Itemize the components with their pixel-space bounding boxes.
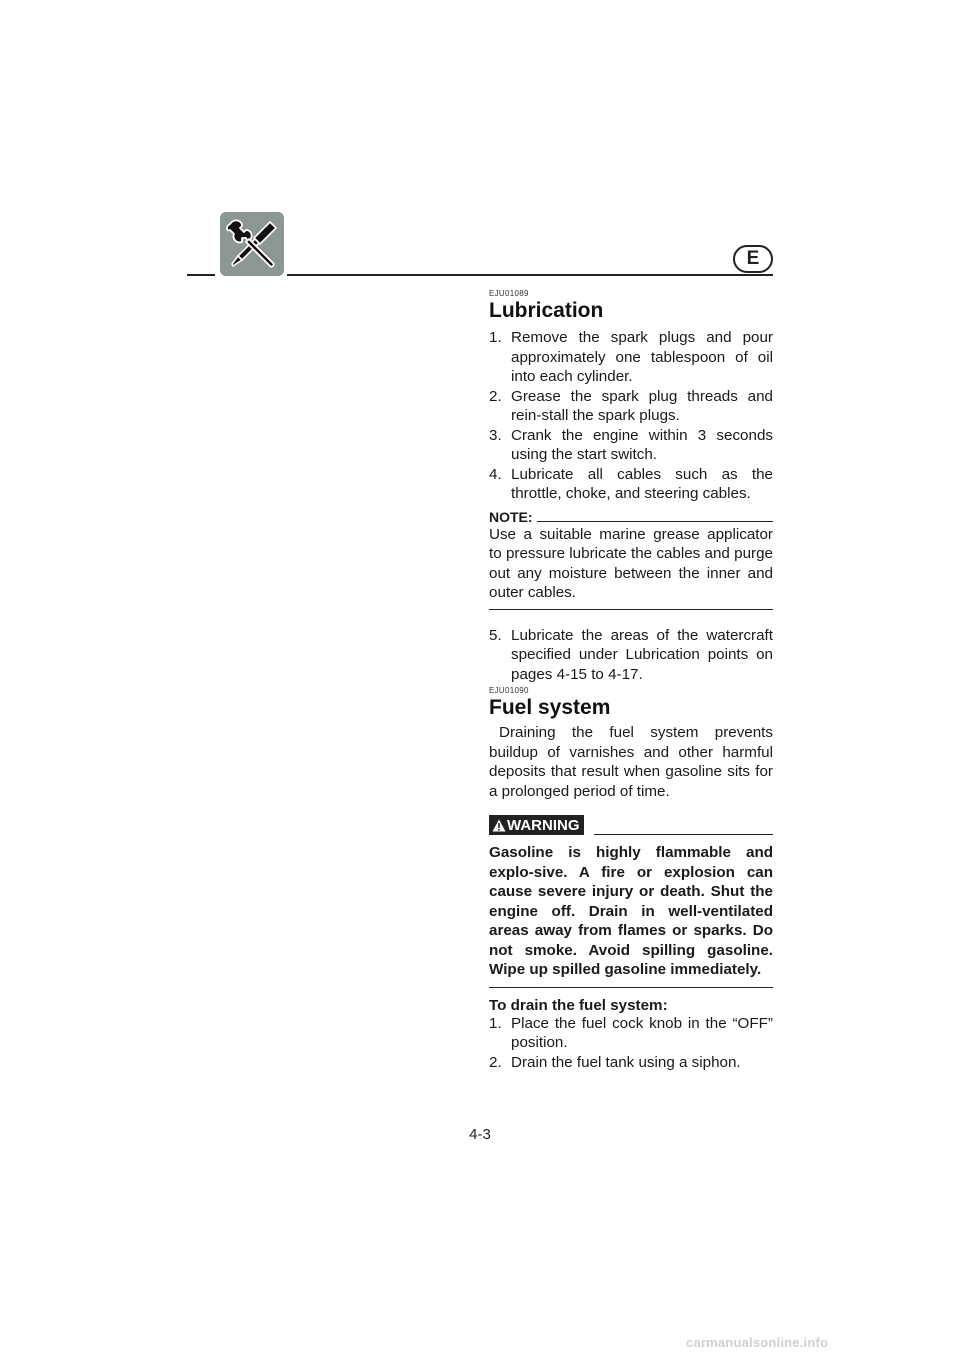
fuel-intro: Draining the fuel system prevents buildup of varnishes and other harmful deposits that result when gasoline sits for a prolonged period of time. — [489, 724, 773, 800]
warning-end-rule — [489, 987, 773, 988]
warning-label-box — [489, 815, 584, 835]
list-item: 4. Lubricate all cables such as the throttle, choke, and steering cables. — [489, 465, 773, 502]
section-title: Fuel system — [489, 696, 611, 719]
note-label: NOTE: — [489, 508, 533, 525]
note-text: Use a suitable marine grease applicator to pressure lubricate the cables and purge out any moisture between the inner and outer cables. — [489, 525, 773, 601]
section-code: EJU01089 — [489, 289, 529, 298]
header-rule-left — [187, 274, 215, 276]
fuel-section — [489, 686, 773, 1072]
header-rule-main — [287, 274, 773, 276]
note-end-rule — [489, 609, 773, 610]
warning-heading — [489, 815, 773, 835]
tools-icon — [220, 212, 284, 276]
warning-label: WARNING — [507, 816, 580, 834]
section-code: EJU01090 — [489, 686, 529, 695]
page-number: 4-3 — [469, 1126, 491, 1143]
list-item: 3. Crank the engine within 3 seconds using the start switch. — [489, 426, 773, 463]
warning-text: Gasoline is highly flammable and explo-sive. A fire or explosion can cause severe injury or death. Shut the engine off. Drain in well-ventilated areas away from flames or sparks. Do not smoke. Avoid spilling gasoline. Wipe up spilled gasoline immediately. — [489, 844, 773, 978]
list-item: 2. Drain the fuel tank using a siphon. — [489, 1053, 741, 1071]
lubrication-step-5 — [489, 626, 773, 685]
note-rule — [537, 521, 773, 522]
list-item: 1. Remove the spark plugs and pour approximately one tablespoon of oil into each cylinder. — [489, 329, 773, 385]
list-item: 2. Grease the spark plug threads and rein-stall the spark plugs. — [489, 387, 773, 424]
warning-rule — [594, 834, 774, 835]
list-item: 1. Place the fuel cock knob in the “OFF” position. — [489, 1014, 773, 1051]
list-item: 5. Lubricate the areas of the watercraft specified under Lubrication points on pages 4-15 to 4-17. — [489, 626, 773, 683]
drain-heading: To drain the fuel system: — [489, 996, 668, 1014]
lubrication-steps — [489, 328, 773, 504]
watermark: carmanualsonline.info — [686, 1335, 829, 1350]
section-title: Lubrication — [489, 299, 604, 322]
drain-steps — [489, 1014, 773, 1073]
note-heading — [489, 509, 773, 525]
lubrication-section — [489, 289, 773, 684]
warning-triangle-icon — [492, 819, 506, 832]
language-badge: E — [733, 245, 773, 273]
